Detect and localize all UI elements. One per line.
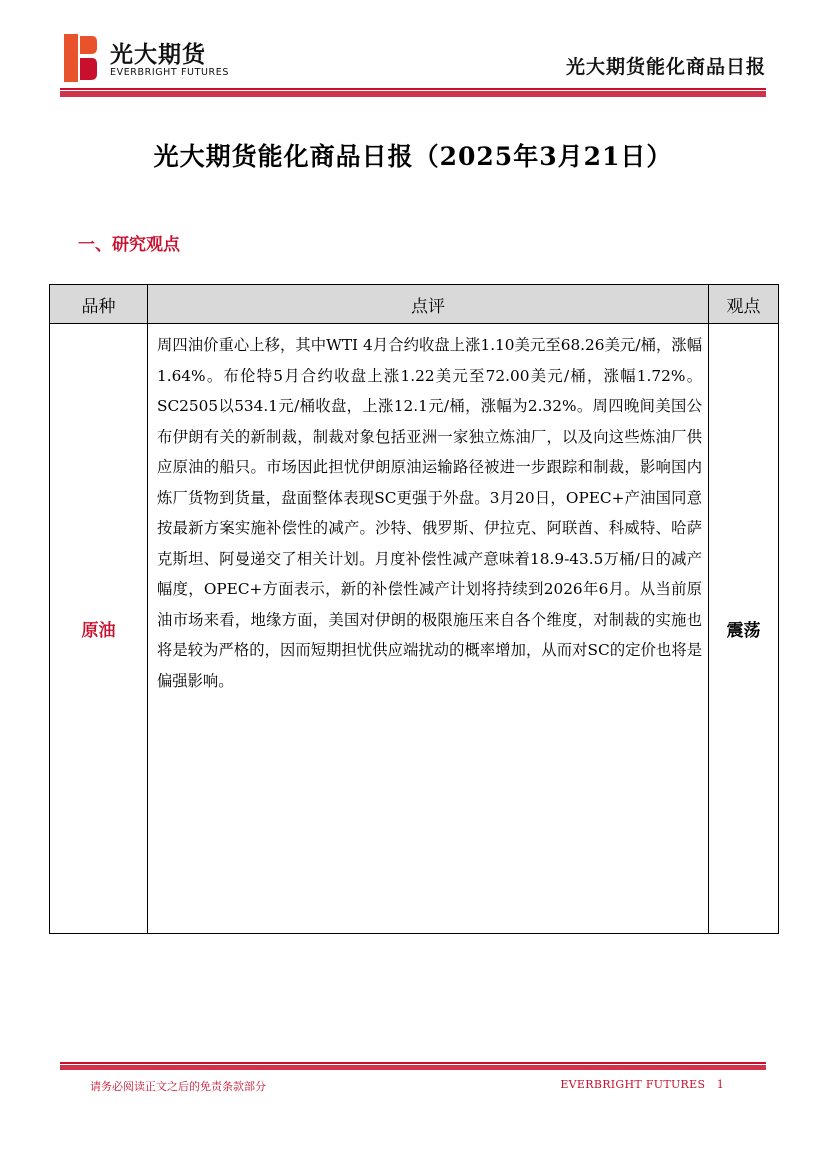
company-logo [62,34,242,84]
outlook-view: 震荡 [709,324,779,934]
footer-divider [60,1062,766,1071]
column-header-comment: 点评 [148,285,709,324]
report-series-name: 光大期货能化商品日报 [565,56,766,78]
footer-disclaimer: 请务必阅读正文之后的免责条款部分 [90,1080,266,1093]
header-divider [60,88,766,98]
everbright-logo-icon [62,34,98,82]
commodity-name: 原油 [50,324,148,934]
page-number: 1 [716,1078,724,1091]
column-header-view: 观点 [709,285,779,324]
column-header-kind: 品种 [50,285,148,324]
logo-english-name: EVERBRIGHT FUTURES [110,67,229,78]
logo-chinese-name: 光大期货 [110,42,206,68]
footer-brand: EVERBRIGHT FUTURES [560,1078,706,1091]
commentary-cell [148,324,709,934]
commentary-text: 周四油价重心上移，其中WTI 4月合约收盘上涨1.10美元至68.26美元/桶，涨幅1.64%。布伦特5月合约收盘上涨1.22美元至72.00美元/桶，涨幅1.72%。SC2505以534.1元/桶收盘，上涨12.1元/桶，涨幅为2.32%。周四晚间美国公布伊朗有关的新制裁，制裁对象包括亚洲一家独立炼油厂，以及向这些炼油厂供应原油的船只。市场因此担忧伊朗原油运输路径被进一步跟踪和制裁，影响国内炼厂货物到货量，盘面整体表现SC更强于外盘。3月20日，OPEC+产油国同意按最新方案实施补偿性的减产。沙特、俄罗斯、伊拉克、阿联酋、科威特、哈萨克斯坦、阿曼递交了相关计划。月度补偿性减产意味着18.9-43.5万桶/日的减产幅度，OPEC+方面表示，新的补偿性减产计划将持续到2026年6月。从当前原油市场来看，地缘方面，美国对伊朗的极限施压来自各个维度，对制裁的实施也将是较为严格的，因而短期担忧供应端扰动的概率增加，从而对SC的定价也将是偏强影响。 [157,336,702,690]
analysis-table [49,284,779,934]
table-row [50,324,779,934]
footer-brand-page [560,1078,724,1091]
table-header-row [50,285,779,324]
section-heading: 一、研究观点 [78,235,180,255]
page-title: 光大期货能化商品日报（2025年3月21日） [153,142,673,171]
